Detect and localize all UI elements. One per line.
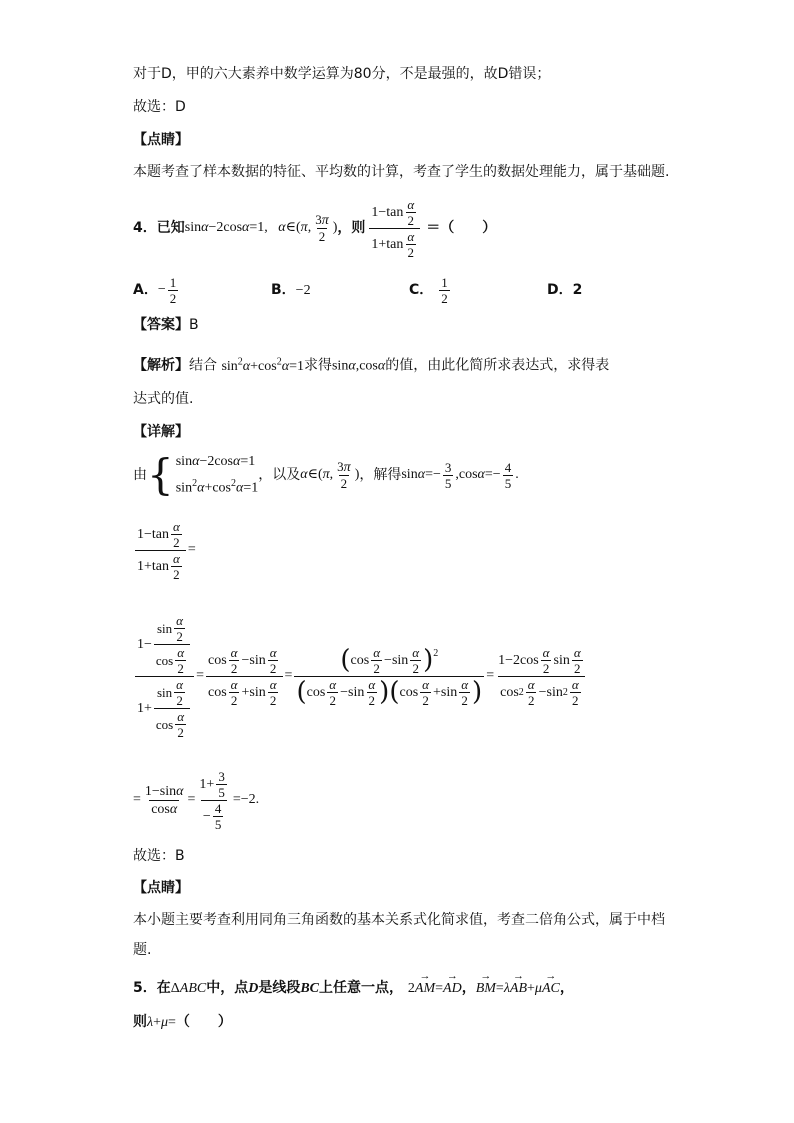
- option-b: B．−2: [271, 282, 311, 298]
- text-line-1: 对于D，甲的六大素养中数学运算为80分，不是最强的，故D错误；: [133, 66, 551, 82]
- text-line-summary: 本题考查了样本数据的特征、平均数的计算，考查了学生的数据处理能力，属于基础题.: [133, 164, 670, 180]
- text-line-answer-b: 故选：B: [133, 848, 185, 864]
- detail-system-line: 由 { sinα−2cosα=1 $\sin^2\alpha+\cos^2\alpha=1$ ，以及 α∈(π, $\frac{3\pi}{2}$ ) ，解得 sinα=− $\frac{3}{5}$ ,cosα=− $\frac{4}{5}$ .: [133, 450, 519, 499]
- expression-start: 1−tan $\frac{\alpha}{2}$ 1+tan $\frac{\alpha}{2}$ =: [137, 518, 196, 582]
- section-label-xiangjie: 【详解】: [133, 424, 189, 440]
- section-label-dianjing-2: 【点睛】: [133, 880, 189, 896]
- text-line-summary-2a: 本小题主要考查利用同角三角函数的基本关系式化简求值，考查二倍角公式，属于中档: [133, 912, 665, 928]
- answer-line: 【答案】B: [133, 317, 199, 333]
- option-a: A． − $\frac{1}{2}$: [133, 274, 177, 306]
- section-label-dianjing: 【点睛】: [133, 132, 189, 148]
- expression-chain: 1− sin $\frac{\alpha}{2}$ cos $\frac{\alpha}{2}$ 1+ sin $\frac{\alpha}{2}$ cos $\frac{\alpha}{2}$ = cos $\frac{\alpha}{2}$ −sin $\frac{\alpha}{2}$ cos $\frac{\alpha}{2}$ +sin $\frac{\alpha}{2}$ = ( cos $\frac{\alpha}{2}$ −sin $\frac{\alpha}{2}$ ) $^2$ ( cos $\frac{\alpha}{2}$ −sin $\frac{\alpha}{2}$ ) ( cos $\frac{\alpha}{2}$ +sin $\frac{\alpha}{2}$ ) = 1−2cos $\frac{\alpha}{2}$ sin $\frac{\alpha}{2}$ cos 2 $\frac{\alpha}{2}$ −sin 2 $\frac{\alpha}{2}$: [133, 598, 589, 754]
- text-line-summary-2b: 题.: [133, 942, 152, 958]
- expression-final: = $\frac{1-\sin\alpha}{\cos\alpha}$ = 1+ $\frac{3}{5}$ − $\frac{4}{5}$ =−2.: [133, 768, 260, 832]
- question-5-line-2: 则λ+μ=（ ）: [133, 1014, 232, 1030]
- analysis-line-1: 【解析】结合 $\sin^2\alpha+\cos^2\alpha=1$求得sinα,cosα的值，由此化简所求表达式，求得表: [133, 356, 610, 374]
- analysis-line-2: 达式的值.: [133, 391, 194, 407]
- question-4: 4．已知 sinα−2cosα=1, α∈(π, $\frac{3\pi}{2}$ ) ，则 1−tan $\frac{\alpha}{2}$ 1+tan $\frac{\alpha}{2}$ ＝（ ）: [133, 196, 497, 260]
- text-line-answer-d: 故选：D: [133, 99, 186, 115]
- option-c: C． $\frac{1}{2}$: [409, 274, 448, 306]
- option-d: D．2: [547, 282, 583, 298]
- question-5-line-1: 5．在ΔABC中，点D是线段BC上任意一点， 2→ AM=→ AD，→ BM=λ→ AB+μ→ AC，: [133, 978, 574, 999]
